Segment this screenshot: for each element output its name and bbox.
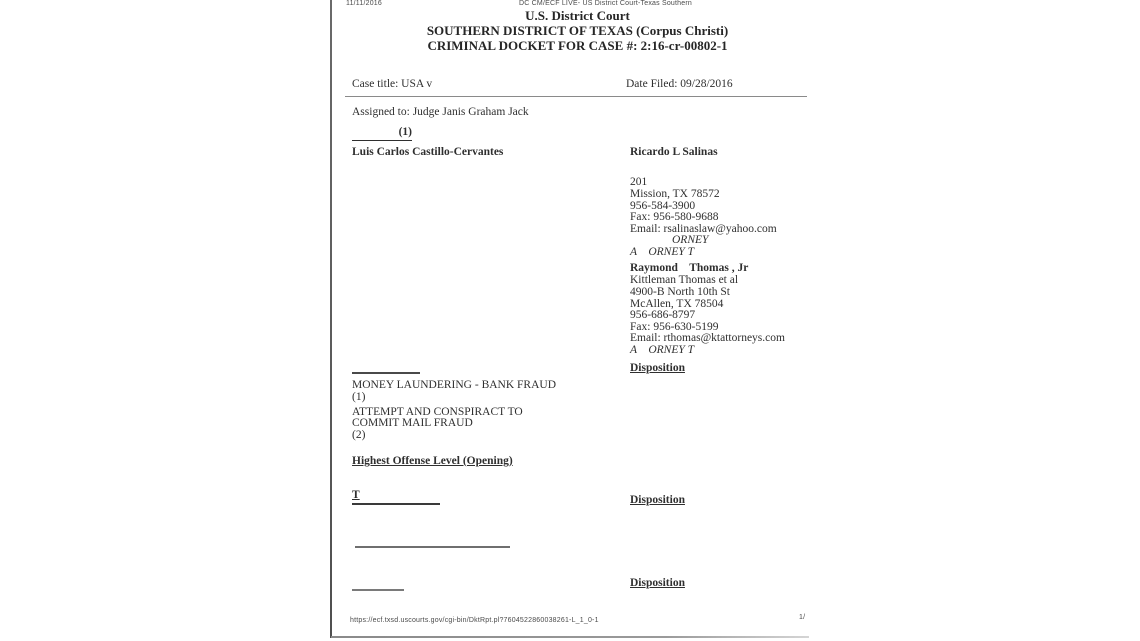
complaints-heading-blank — [352, 589, 404, 591]
attorney-email: Email: rsalinaslaw@yahoo.com — [630, 223, 777, 235]
court-title-line1: U.S. District Court — [525, 8, 630, 23]
attorney-name: Raymond Thomas , Jr — [630, 262, 749, 274]
disposition-heading: Disposition — [630, 577, 685, 589]
scan-page-bottom-edge — [331, 636, 809, 638]
terminated-counts-heading: T — [352, 489, 440, 505]
attorney-role: ORNEY — [672, 234, 709, 246]
attorney-address-line: McAllen, TX 78504 — [630, 298, 724, 310]
date-filed: Date Filed: 09/28/2016 — [626, 78, 733, 90]
defendant-number: (1) — [352, 126, 412, 141]
divider-rule — [345, 96, 807, 97]
attorney-firm: Kittleman Thomas et al — [630, 274, 739, 286]
count-number: (1) — [352, 391, 366, 403]
attorney-fax: Fax: 956-580-9688 — [630, 211, 719, 223]
attorney-role: A ORNEY T — [630, 246, 695, 258]
court-title-line3: CRIMINAL DOCKET FOR CASE #: 2:16-cr-00802-1 — [427, 38, 728, 53]
disposition-heading: Disposition — [630, 494, 685, 506]
attorney-fax: Fax: 956-630-5199 — [630, 321, 719, 333]
print-date: 11/11/2016 — [346, 0, 382, 7]
attorney-phone: 956-584-3900 — [630, 200, 696, 212]
pending-counts-heading-blank — [352, 358, 420, 374]
print-header: DC CM/ECF LIVE- US District Court-Texas Southern — [519, 0, 692, 7]
scan-page-left-edge — [330, 0, 332, 638]
attorney-address-line: 4900-B North 10th St — [630, 286, 730, 298]
count-text: MONEY LAUNDERING - BANK FRAUD — [352, 379, 557, 391]
court-title-block — [345, 8, 810, 53]
attorney-address-line: 201 — [630, 176, 648, 188]
disposition-heading: Disposition — [630, 362, 685, 374]
footer-url: https://ecf.txsd.uscourts.gov/cgi-bin/DktRpt.pl?7604522860038261-L_1_0-1 — [350, 617, 599, 624]
count-text: COMMIT MAIL FRAUD — [352, 417, 473, 429]
case-title: Case title: USA v — [352, 78, 433, 90]
attorney-name: Ricardo L Salinas — [630, 146, 718, 158]
attorney-phone: 956-686-8797 — [630, 309, 696, 321]
attorney-email: Email: rthomas@ktattorneys.com — [630, 332, 785, 344]
court-title-line2: SOUTHERN DISTRICT OF TEXAS (Corpus Christi) — [426, 23, 729, 38]
count-number: (2) — [352, 429, 366, 441]
count-text: ATTEMPT AND CONSPIRACT TO — [352, 406, 523, 418]
attorney-role: A ORNEY T — [630, 344, 695, 356]
attorney-address-line: Mission, TX 78572 — [630, 188, 720, 200]
highest-offense-heading: Highest Offense Level (Opening) — [352, 455, 513, 467]
defendant-name: Luis Carlos Castillo-Cervantes — [352, 146, 504, 158]
assigned-to: Assigned to: Judge Janis Graham Jack — [352, 106, 529, 118]
footer-page-number: 1/ — [799, 614, 806, 621]
blank-heading-line — [355, 546, 510, 548]
